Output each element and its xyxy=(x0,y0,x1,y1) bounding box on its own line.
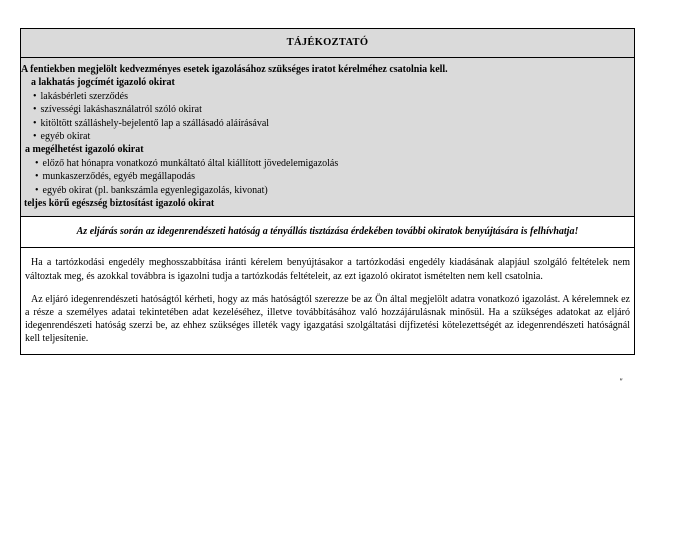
list-item: • egyéb okirat xyxy=(21,130,634,143)
list-item: • szívességi lakáshasználatról szóló okirat xyxy=(21,103,634,116)
info-form-box xyxy=(20,28,635,355)
info-paragraph: Az eljáró idegenrendészeti hatóságtól kérheti, hogy az más hatóságtól szerezze be az Ön által megjelölt adatra vonatkozó igazolást. A kérelemnek ez a része a személyes adatai tekintetében adat kezeléséhez, illetve továbbításához való hozzájárulásnak minősül. Ha a szükséges adatokat az eljáró idegenrendészeti hatóság szerzi be, az ehhez szükséges illeték vagy igazgatási szolgáltatási díjfizetési kötelezettségét az idegenrendészeti hatóságnál kell teljesítenie. xyxy=(25,293,630,345)
group-heading-housing: a lakhatás jogcímét igazoló okirat xyxy=(31,77,175,89)
requirements-section xyxy=(21,58,634,217)
list-item: • lakásbérleti szerződés xyxy=(21,90,634,103)
info-paragraph: Ha a tartózkodási engedély meghosszabbítása iránti kérelem benyújtásakor a tartózkodási engedély kiadásának alapjául szolgáló feltételek nem változtak meg, és azokkal továbbra is igazolni tudja a tartózkodás feltételeit, az ezt igazoló okiratot ismételten nem kell csatolnia. xyxy=(25,257,630,282)
group-heading-subsistence: a megélhetést igazoló okirat xyxy=(25,144,144,156)
page-title: TÁJÉKOZTATÓ xyxy=(286,37,369,48)
info-section xyxy=(21,248,634,353)
footer-mark: " xyxy=(619,377,623,386)
group-heading-insurance: teljes körű egészség biztosítást igazoló okirat xyxy=(24,198,215,210)
list-item: • egyéb okirat (pl. bankszámla egyenlegigazolás, kivonat) xyxy=(21,184,634,197)
list-item: • kitöltött szálláshely-bejelentő lap a szállásadó aláírásával xyxy=(21,117,634,130)
section-title xyxy=(21,29,634,58)
list-item: • munkaszerződés, egyéb megállapodás xyxy=(21,170,634,183)
list-item: • előző hat hónapra vonatkozó munkáltató által kiállított jövedelemigazolás xyxy=(21,157,634,170)
notice-text: Az eljárás során az idegenrendészeti hatóság a tényállás tisztázása érdekében további okiratok benyújtására is felhívhatja! xyxy=(76,226,579,238)
requirements-intro: A fentiekben megjelölt kedvezményes esetek igazolásához szükséges iratot kérelméhez csatolnia kell. xyxy=(21,64,448,75)
notice-section xyxy=(21,217,634,248)
